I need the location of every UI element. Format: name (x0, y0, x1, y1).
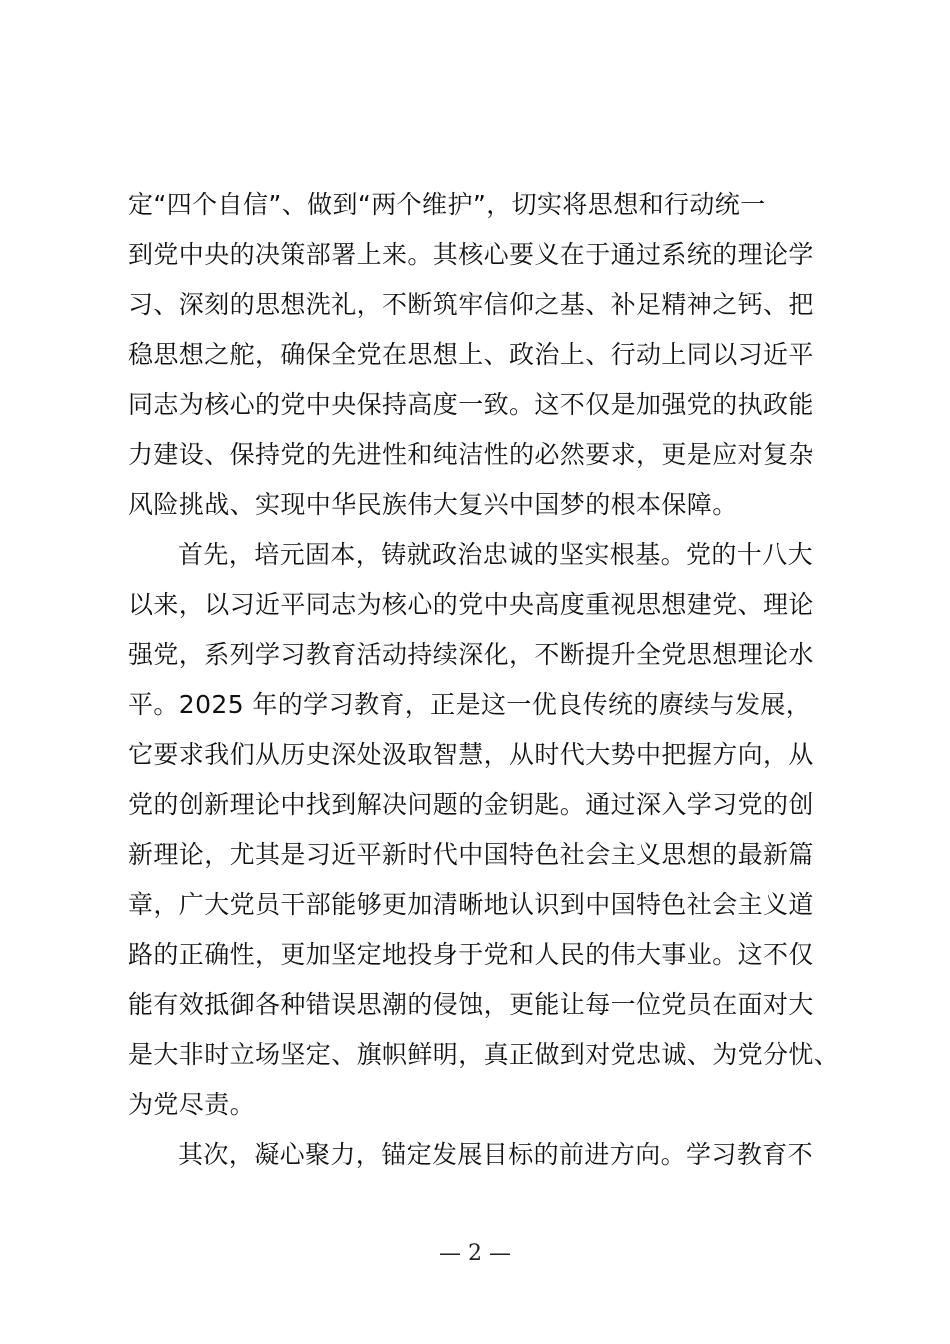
text-line: 定“四个自信”、做到“两个维护”，切实将思想和行动统一 (128, 190, 766, 219)
text-line: 是大非时立场坚定、旗帜鲜明，真正做到对党忠诚、为党分忧、 (128, 1040, 840, 1069)
text-line: 习、深刻的思想洗礼，不断筑牢信仰之基、补足精神之钙、把 (128, 290, 814, 319)
text-line: 以来，以习近平同志为核心的党中央高度重视思想建党、理论 (128, 590, 814, 619)
text-line: 它要求我们从历史深处汲取智慧，从时代大势中把握方向，从 (128, 740, 814, 769)
text-line: 新理论，尤其是习近平新时代中国特色社会主义思想的最新篇 (128, 840, 814, 869)
text-line: 党的创新理论中找到解决问题的金钥匙。通过深入学习党的创 (128, 790, 814, 819)
text-line: 强党，系列学习教育活动持续深化，不断提升全党思想理论水 (128, 640, 814, 669)
text-line: 为党尽责。 (128, 1090, 256, 1119)
text-line: 能有效抵御各种错误思潮的侵蚀，更能让每一位党员在面对大 (128, 990, 814, 1019)
paragraph-first-line: 首先，培元固本，铸就政治忠诚的坚实根基。党的十八大 (178, 540, 814, 569)
text-line: 到党中央的决策部署上来。其核心要义在于通过系统的理论学 (128, 240, 814, 269)
text-line: 同志为核心的党中央保持高度一致。这不仅是加强党的执政能 (128, 390, 814, 419)
text-line: 平。2025 年的学习教育，正是这一优良传统的赓续与发展， (128, 690, 812, 719)
text-line: 力建设、保持党的先进性和纯洁性的必然要求，更是应对复杂 (128, 440, 814, 469)
text-line: 章，广大党员干部能够更加清晰地认识到中国特色社会主义道 (128, 890, 814, 919)
text-line: 稳思想之舵，确保全党在思想上、政治上、行动上同以习近平 (128, 340, 814, 369)
text-line: 风险挑战、实现中华民族伟大复兴中国梦的根本保障。 (128, 490, 738, 519)
paragraph-first-line: 其次，凝心聚力，锚定发展目标的前进方向。学习教育不 (178, 1140, 814, 1169)
text-line: 路的正确性，更加坚定地投身于党和人民的伟大事业。这不仅 (128, 940, 814, 969)
page-number: — 2 — (439, 1241, 511, 1266)
